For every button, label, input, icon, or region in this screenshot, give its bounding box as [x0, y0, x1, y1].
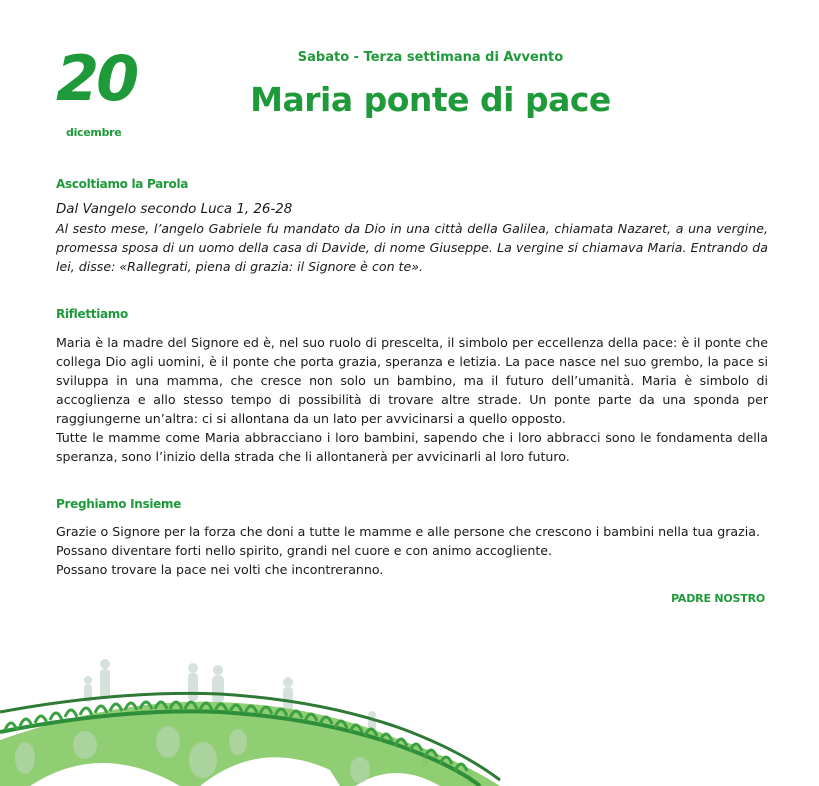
- prayer-line: Possano trovare la pace nei volti che incontreranno.: [56, 562, 384, 577]
- prayer-line: Grazie o Signore per la forza che doni a tutte le mamme e alle persone che crescono i bambini nella tua grazia.: [56, 524, 760, 539]
- reflection-paragraph-1: Maria è la madre del Signore ed è, nel suo ruolo di prescelta, il simbolo per eccellenza della pace: è il ponte che collega Dio agli uomini, è il ponte che porta grazia, speranza e letizia. La pace nasce nel suo grembo, la pace si sviluppa in una mamma, che cresce non solo un bambino, ma il futuro dell’umanità. Maria è simbolo di accoglienza e allo stesso tempo di possibilità di trovare altre strade. Un ponte parte da una sponda per raggiungerne un’altra: ci si allontana da un lato per avvicinarsi a quello opposto.: [56, 335, 768, 426]
- closing-prayer: PADRE NOSTRO: [671, 592, 765, 605]
- section-heading-pray: Preghiamo Insieme: [56, 497, 182, 511]
- page-subtitle: Sabato - Terza settimana di Avvento: [297, 50, 564, 65]
- date-number: 20: [56, 42, 137, 115]
- bridge-illustration: [0, 620, 560, 786]
- gospel-text: Al sesto mese, l’angelo Gabriele fu mandato da Dio in una città della Galilea, chiamata Nazaret, a una vergine, promessa sposa di un uomo della casa di Davide, di nome Giuseppe. La vergine si chiamava Maria. Entrando da lei, disse: «Rallegrati, piena di grazia: il Signore è con te».: [56, 221, 768, 274]
- gospel-passage: [56, 200, 768, 276]
- gospel-reference: Dal Vangelo secondo Luca 1, 26-28: [56, 202, 293, 217]
- page-title: Maria ponte di pace: [250, 80, 611, 119]
- date-month: dicembre: [66, 126, 122, 139]
- reflection-paragraph-2: Tutte le mamme come Maria abbracciano i loro bambini, sapendo che i loro abbracci sono le fondamenta della speranza, sono l’inizio della strada che li allontanerà per avvicinarli al loro futuro.: [56, 430, 768, 464]
- section-heading-listen: Ascoltiamo la Parola: [56, 177, 189, 191]
- prayer-line: Possano diventare forti nello spirito, grandi nel cuore e con animo accogliente.: [56, 543, 553, 558]
- reflection-body: [56, 333, 768, 466]
- prayer-body: [56, 522, 768, 579]
- section-heading-reflect: Riflettiamo: [56, 307, 128, 321]
